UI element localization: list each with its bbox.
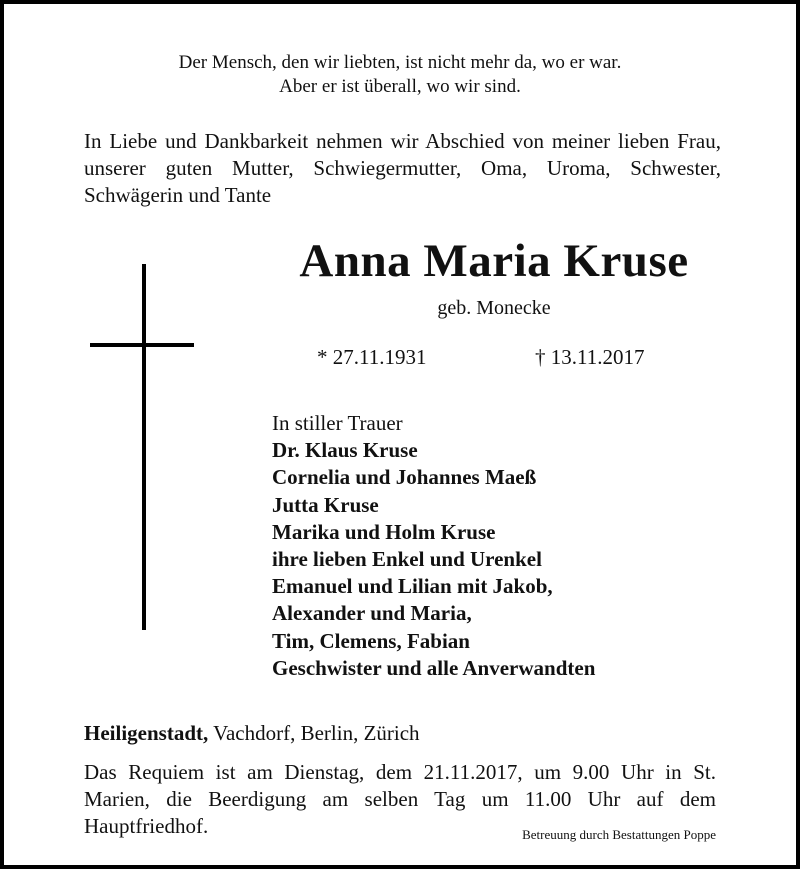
service-info: Das Requiem ist am Dienstag, dem 21.11.2017, um 9.00 Uhr in St. Marien, die Beerdigung am selben Tag um 11.00 Uhr auf dem Hauptfriedhof. xyxy=(84,760,716,838)
mourner-name: Emanuel und Lilian mit Jakob, xyxy=(272,574,553,599)
mourner-name: Marika und Holm Kruse xyxy=(272,519,496,544)
mourner-name: Alexander und Maria, xyxy=(272,601,472,626)
mourner-name: Jutta Kruse xyxy=(272,492,379,517)
motto-line-2: Aber er ist überall, wo wir sind. xyxy=(279,76,521,97)
mourners-heading: In stiller Trauer xyxy=(272,411,403,435)
maiden-name: geb. Monecke xyxy=(437,297,551,319)
mourners-list xyxy=(272,410,595,682)
places-line xyxy=(84,720,420,746)
death-date: † 13.11.2017 xyxy=(535,345,645,369)
undertaker-credit: Betreuung durch Bestattungen Poppe xyxy=(522,827,716,842)
mourner-name: Geschwister und alle Anverwandten xyxy=(272,655,596,680)
birth-date: * 27.11.1931 xyxy=(317,345,427,369)
cross-icon xyxy=(142,264,146,630)
primary-place: Heiligenstadt, xyxy=(84,721,209,745)
mourner-name: Dr. Klaus Kruse xyxy=(272,438,418,463)
intro-text: In Liebe und Dankbarkeit nehmen wir Abschied von meiner lieben Frau, unserer guten Mutter, Schwiegermutter, Oma, Uroma, Schwester, Schwägerin und Tante xyxy=(84,129,721,207)
cross-icon-crossbar xyxy=(90,343,194,347)
mourner-name: Tim, Clemens, Fabian xyxy=(272,628,470,653)
deceased-name: Anna Maria Kruse xyxy=(299,235,689,287)
mourner-name: Cornelia und Johannes Maeß xyxy=(272,465,537,490)
mourner-name: ihre lieben Enkel und Urenkel xyxy=(272,547,542,572)
other-places: Vachdorf, Berlin, Zürich xyxy=(208,721,420,745)
motto-line-1: Der Mensch, den wir liebten, ist nicht mehr da, wo er war. xyxy=(178,52,622,73)
